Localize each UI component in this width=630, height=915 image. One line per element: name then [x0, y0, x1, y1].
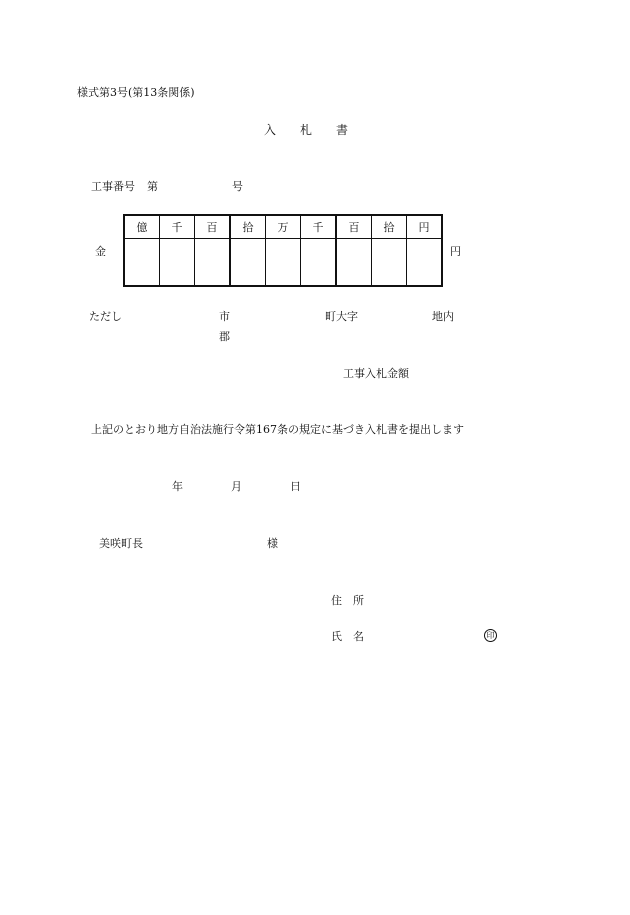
- amount-column-header: 百: [195, 216, 229, 239]
- amount-column-header: 億: [125, 216, 159, 239]
- amount-digit-cell[interactable]: [372, 239, 406, 285]
- amount-column-header: 拾: [231, 216, 265, 239]
- amount-column: [335, 216, 371, 285]
- amount-column: [406, 216, 441, 285]
- date-year: 年: [172, 480, 183, 493]
- amount-column: [371, 216, 406, 285]
- date-month: 月: [231, 480, 242, 493]
- proviso-city: 市: [219, 310, 230, 323]
- amount-label: 金: [95, 245, 106, 258]
- form-number-label: 様式第3号(第13条関係): [77, 86, 195, 99]
- amount-table: [123, 214, 443, 287]
- amount-digit-cell[interactable]: [407, 239, 441, 285]
- amount-digit-cell[interactable]: [337, 239, 371, 285]
- addressee-honorific: 様: [267, 537, 278, 550]
- amount-column-header: 百: [337, 216, 371, 239]
- amount-column-header: 拾: [372, 216, 406, 239]
- statement-text: 上記のとおり地方自治法施行令第167条の規定に基づき入札書を提出します: [91, 423, 464, 436]
- amount-digit-cell[interactable]: [266, 239, 300, 285]
- project-number-label: 工事番号: [91, 180, 135, 193]
- proviso-town: 町大字: [325, 310, 358, 323]
- amount-digit-cell[interactable]: [125, 239, 159, 285]
- amount-column-header: 千: [160, 216, 194, 239]
- amount-digit-cell[interactable]: [301, 239, 335, 285]
- amount-column: [159, 216, 194, 285]
- bidder-address-label: 住 所: [331, 594, 364, 607]
- project-number-suffix: 号: [232, 180, 243, 193]
- proviso-county: 郡: [219, 330, 230, 343]
- seal-mark: [484, 629, 497, 642]
- amount-column: [125, 216, 159, 285]
- proviso-area: 地内: [432, 310, 454, 323]
- document-title: 入 札 書: [264, 123, 349, 137]
- amount-column: [229, 216, 265, 285]
- amount-column: [300, 216, 335, 285]
- amount-column-header: 万: [266, 216, 300, 239]
- amount-digit-cell[interactable]: [160, 239, 194, 285]
- amount-unit: 円: [450, 245, 461, 258]
- amount-column-header: 千: [301, 216, 335, 239]
- project-number-prefix: 第: [147, 180, 158, 193]
- proviso-label: ただし: [89, 310, 122, 323]
- amount-digit-cell[interactable]: [195, 239, 229, 285]
- amount-digit-cell[interactable]: [231, 239, 265, 285]
- bidder-name-label: 氏 名: [331, 630, 364, 643]
- date-day: 日: [290, 480, 301, 493]
- amount-column-header: 円: [407, 216, 441, 239]
- amount-column: [265, 216, 300, 285]
- amount-column: [194, 216, 229, 285]
- seal-label: 印: [486, 630, 495, 640]
- amount-type-label: 工事入札金額: [343, 367, 409, 380]
- addressee-name: 美咲町長: [99, 537, 143, 550]
